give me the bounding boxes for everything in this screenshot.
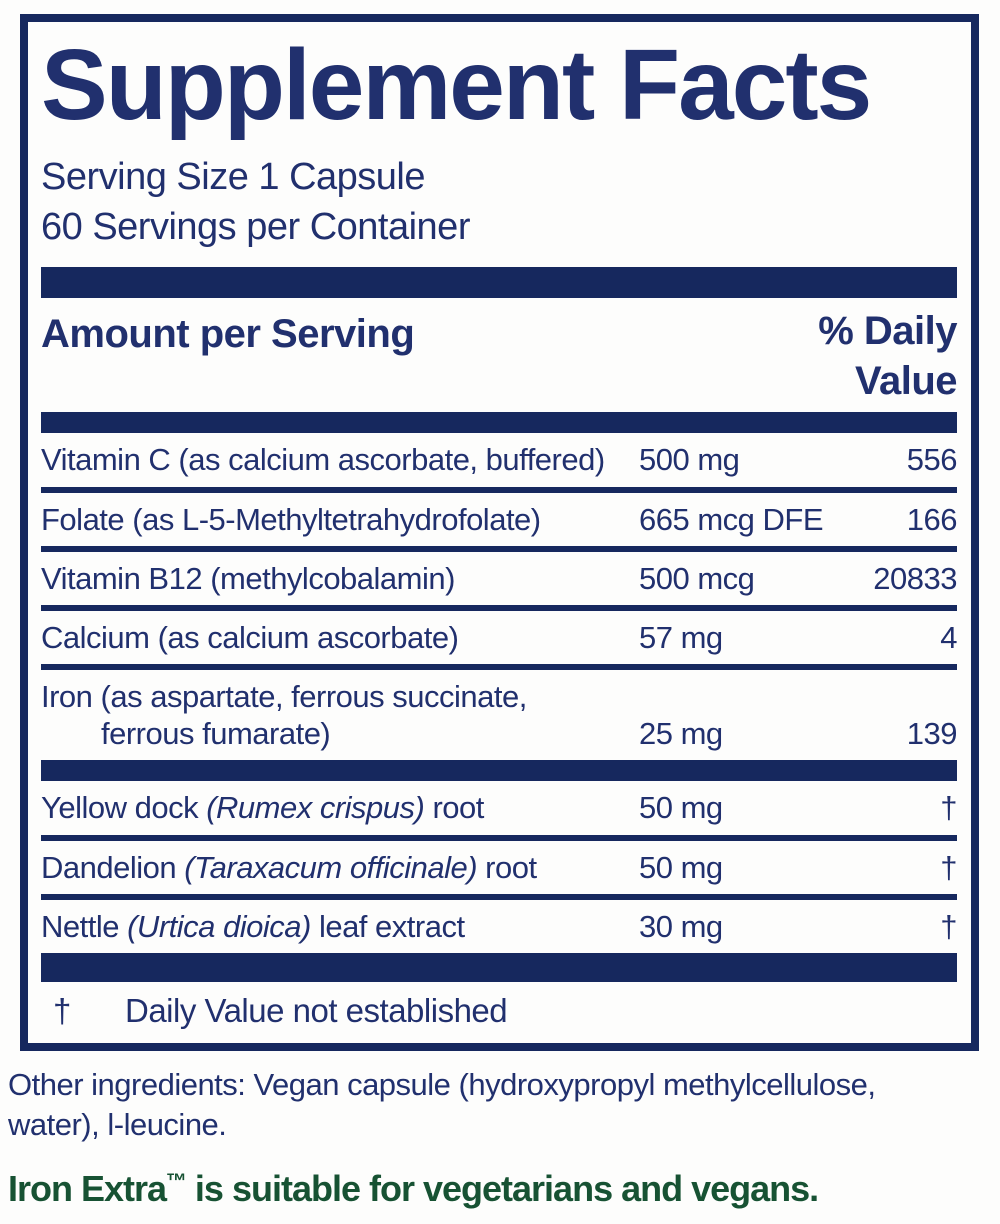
nutrient-amount: 30 mg — [639, 908, 723, 944]
nutrient-name: Calcium (as calcium ascorbate) — [41, 619, 459, 655]
nutrient-amount: 50 mg — [639, 790, 723, 826]
table-row-yellow-dock — [41, 781, 957, 834]
table-row-calcium — [41, 611, 957, 664]
table-row-nettle — [41, 900, 957, 953]
trademark-symbol: ™ — [166, 1169, 186, 1193]
serving-size: Serving Size 1 Capsule — [41, 156, 425, 198]
nutrient-amount: 665 mcg DFE — [639, 501, 824, 537]
nutrient-name: Vitamin C (as calcium ascorbate, buffered) — [41, 442, 605, 478]
nutrient-amount: 25 mg — [639, 716, 723, 752]
vegan-note-text: is suitable for vegetarians and vegans. — [185, 1167, 819, 1209]
nutrient-amount: 500 mg — [639, 442, 740, 478]
nutrient-name: Iron (as aspartate, ferrous succinate, ferrous fumarate) — [41, 679, 527, 752]
nutrient-daily-value: † — [940, 849, 957, 885]
divider-bar-header — [41, 412, 957, 433]
table-row-folate — [41, 493, 957, 546]
table-header-row — [41, 298, 957, 412]
panel-title: Supplement Facts — [41, 29, 871, 141]
brand-name: Iron Extra — [8, 1167, 167, 1209]
nutrient-name: Nettle (Urtica dioica) leaf extract — [41, 908, 465, 944]
nutrient-name: Dandelion (Taraxacum officinale) root — [41, 849, 537, 885]
table-row-dandelion — [41, 841, 957, 894]
divider-bar-herbs — [41, 760, 957, 781]
nutrient-amount: 57 mg — [639, 619, 723, 655]
nutrient-name: Yellow dock (Rumex crispus) root — [41, 790, 484, 826]
nutrient-daily-value: 139 — [906, 716, 957, 752]
vegan-note — [8, 1168, 990, 1210]
servings-per-container: 60 Servings per Container — [41, 206, 470, 249]
table-row-vitamin-c — [41, 433, 957, 486]
table-row-vitamin-b12 — [41, 552, 957, 605]
nutrient-daily-value: 556 — [906, 442, 957, 478]
dagger-symbol: † — [53, 992, 71, 1029]
nutrient-daily-value: 166 — [906, 501, 957, 537]
daily-value-footnote — [41, 982, 957, 1043]
nutrient-amount: 500 mcg — [639, 560, 755, 596]
table-row-iron — [41, 670, 957, 760]
nutrient-daily-value: 4 — [940, 619, 957, 655]
other-ingredients-text: Other ingredients: Vegan capsule (hydroxypropyl methylcellulose, water), l-leucine. — [8, 1067, 876, 1143]
nutrient-daily-value: † — [940, 790, 957, 826]
nutrient-name: Folate (as L-5-Methyltetrahydrofolate) — [41, 501, 541, 537]
supplement-facts-panel — [20, 14, 979, 1051]
nutrient-name: Vitamin B12 (methylcobalamin) — [41, 560, 455, 596]
amount-per-serving-header: Amount per Serving — [41, 312, 415, 357]
nutrient-daily-value: † — [940, 908, 957, 944]
daily-value-header: % Daily Value — [818, 309, 957, 404]
footnote-text: Daily Value not established — [125, 992, 508, 1029]
divider-bar-footnote — [41, 953, 957, 982]
nutrient-daily-value: 20833 — [873, 560, 957, 596]
divider-bar-top — [41, 267, 957, 298]
nutrient-amount: 50 mg — [639, 849, 723, 885]
